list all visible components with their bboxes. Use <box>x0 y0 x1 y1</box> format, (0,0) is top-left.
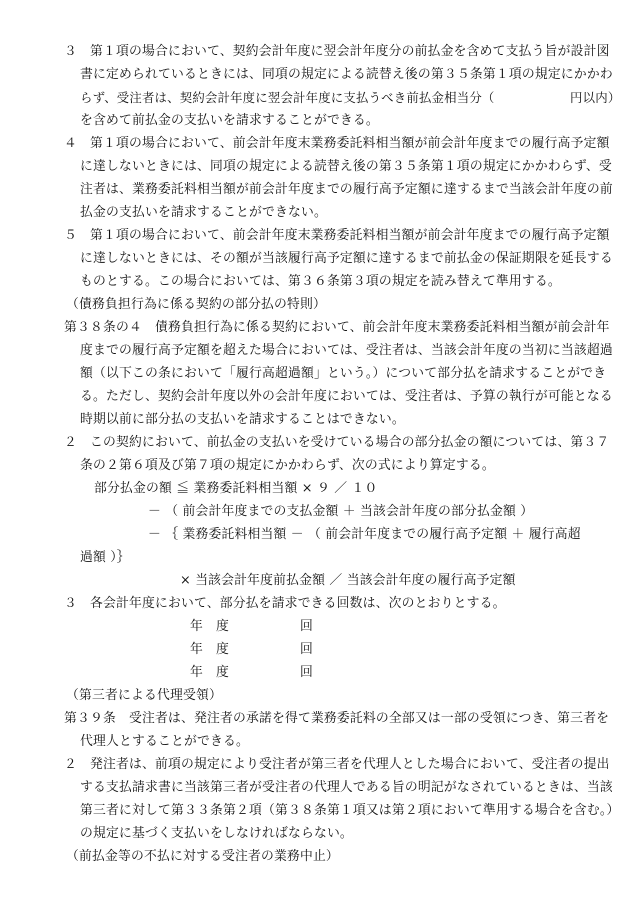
schedule-count-1: 回 <box>300 619 313 634</box>
schedule-count-2: 回 <box>300 642 313 657</box>
article-38-4-line-4: る。ただし、契約会計年度以外の会計年度においては、受注者は、予算の執行が可能となる <box>80 389 613 404</box>
schedule-year-1: 年 度 <box>190 619 229 634</box>
heading-article-38-4: （債務負担行為に係る契約の部分払の特則） <box>66 297 326 312</box>
article-38-4-clause-3: ３ 各会計年度において、部分払を請求できる回数は、次のとおりとする。 <box>64 596 506 611</box>
article-39-clause-2-line-4: の規定に基づく支払いをしなければならない。 <box>80 826 353 841</box>
clause-3-line-3: らず、受注者は、契約会計年度に翌会計年度に支払うべき前払金相当分（ 円以内） <box>80 90 621 105</box>
schedule-count-3: 回 <box>300 665 313 680</box>
clause-4-line-1: ４ 第１項の場合において、前会計年度末業務委託料相当額が前会計年度までの履行高予定額 <box>64 136 610 151</box>
article-39-clause-2-line-1: ２ 発注者は、前項の規定により受注者が第三者を代理人とした場合において、受注者の提出 <box>64 757 610 772</box>
clause-5-line-3: ものとする。この場合においては、第３６条第３項の規定を読み替えて準用する。 <box>80 274 561 289</box>
article-38-4-clause-2-line-1: ２ この契約において、前払金の支払いを受けている場合の部分払金の額については、第３７ <box>64 435 610 450</box>
clause-3-line-1: ３ 第１項の場合において、契約会計年度に翌会計年度分の前払金を含めて支払う旨が設計図 <box>64 44 610 59</box>
heading-article-39: （第三者による代理受領） <box>66 688 222 703</box>
clause-3-line-2: 書に定められているときには、同項の規定による読替え後の第３５条第１項の規定にかかわ <box>80 67 613 82</box>
article-38-4-clause-2-line-2: 条の２第６項及び第７項の規定にかかわらず、次の式により算定する。 <box>80 458 495 473</box>
clause-4-line-2: に達しないときには、同項の規定による読替え後の第３５条第１項の規定にかかわらず、受 <box>80 159 612 174</box>
schedule-year-3: 年 度 <box>190 665 229 680</box>
article-39-clause-2-line-3: 第三者に対して第３３条第２項（第３８条第１項又は第２項において準用する場合を含む。） <box>80 803 620 818</box>
clause-4-line-4: 払金の支払いを請求することができない。 <box>80 205 327 220</box>
clause-5-line-1: ５ 第１項の場合において、前会計年度末業務委託料相当額が前会計年度までの履行高予定額 <box>64 228 610 243</box>
formula-line-2: － （ 前会計年度までの支払金額 ＋ 当該会計年度の部分払金額 ） <box>148 504 534 519</box>
article-39-line-1: 第３９条 受注者は、発注者の承諾を得て業務委託料の全部又は一部の受領につき、第三者を <box>64 711 610 726</box>
formula-line-4: 過額 ）｝ <box>80 550 130 565</box>
heading-article-40: （前払金等の不払に対する受注者の業務中止） <box>66 849 339 864</box>
clause-3-line-4: を含めて前払金の支払いを請求することができる。 <box>80 113 379 128</box>
formula-line-5: × 当該会計年度前払金額 ／ 当該会計年度の履行高予定額 <box>180 573 516 588</box>
formula-line-3: － ｛ 業務委託料相当額 － （ 前会計年度までの履行高予定額 ＋ 履行高超 <box>148 527 581 542</box>
article-38-4-line-3: 額（以下この条において「履行高超過額」という。）について部分払を請求することができ <box>80 366 607 381</box>
formula-line-1: 部分払金の額 ≦ 業務委託料相当額 × ９ ／ １０ <box>94 481 378 496</box>
article-38-4-line-1: 第３８条の４ 債務負担行為に係る契約において、前会計年度末業務委託料相当額が前会計年 <box>64 320 610 335</box>
article-39-line-2: 代理人とすることができる。 <box>80 734 249 749</box>
article-39-clause-2-line-2: する支払請求書に当該第三者が受注者の代理人である旨の明記がなされているときは、当該 <box>80 780 613 795</box>
article-38-4-line-2: 度までの履行高予定額を超えた場合においては、受注者は、当該会計年度の当初に当該超過 <box>80 343 613 358</box>
clause-4-line-3: 注者は、業務委託料相当額が前会計年度までの履行高予定額に達するまで当該会計年度の前 <box>80 182 613 197</box>
article-38-4-line-5: 時期以前に部分払の支払いを請求することはできない。 <box>80 412 405 427</box>
clause-5-line-2: に達しないときには、その額が当該履行高予定額に達するまで前払金の保証期限を延長する <box>80 251 613 266</box>
schedule-year-2: 年 度 <box>190 642 229 657</box>
